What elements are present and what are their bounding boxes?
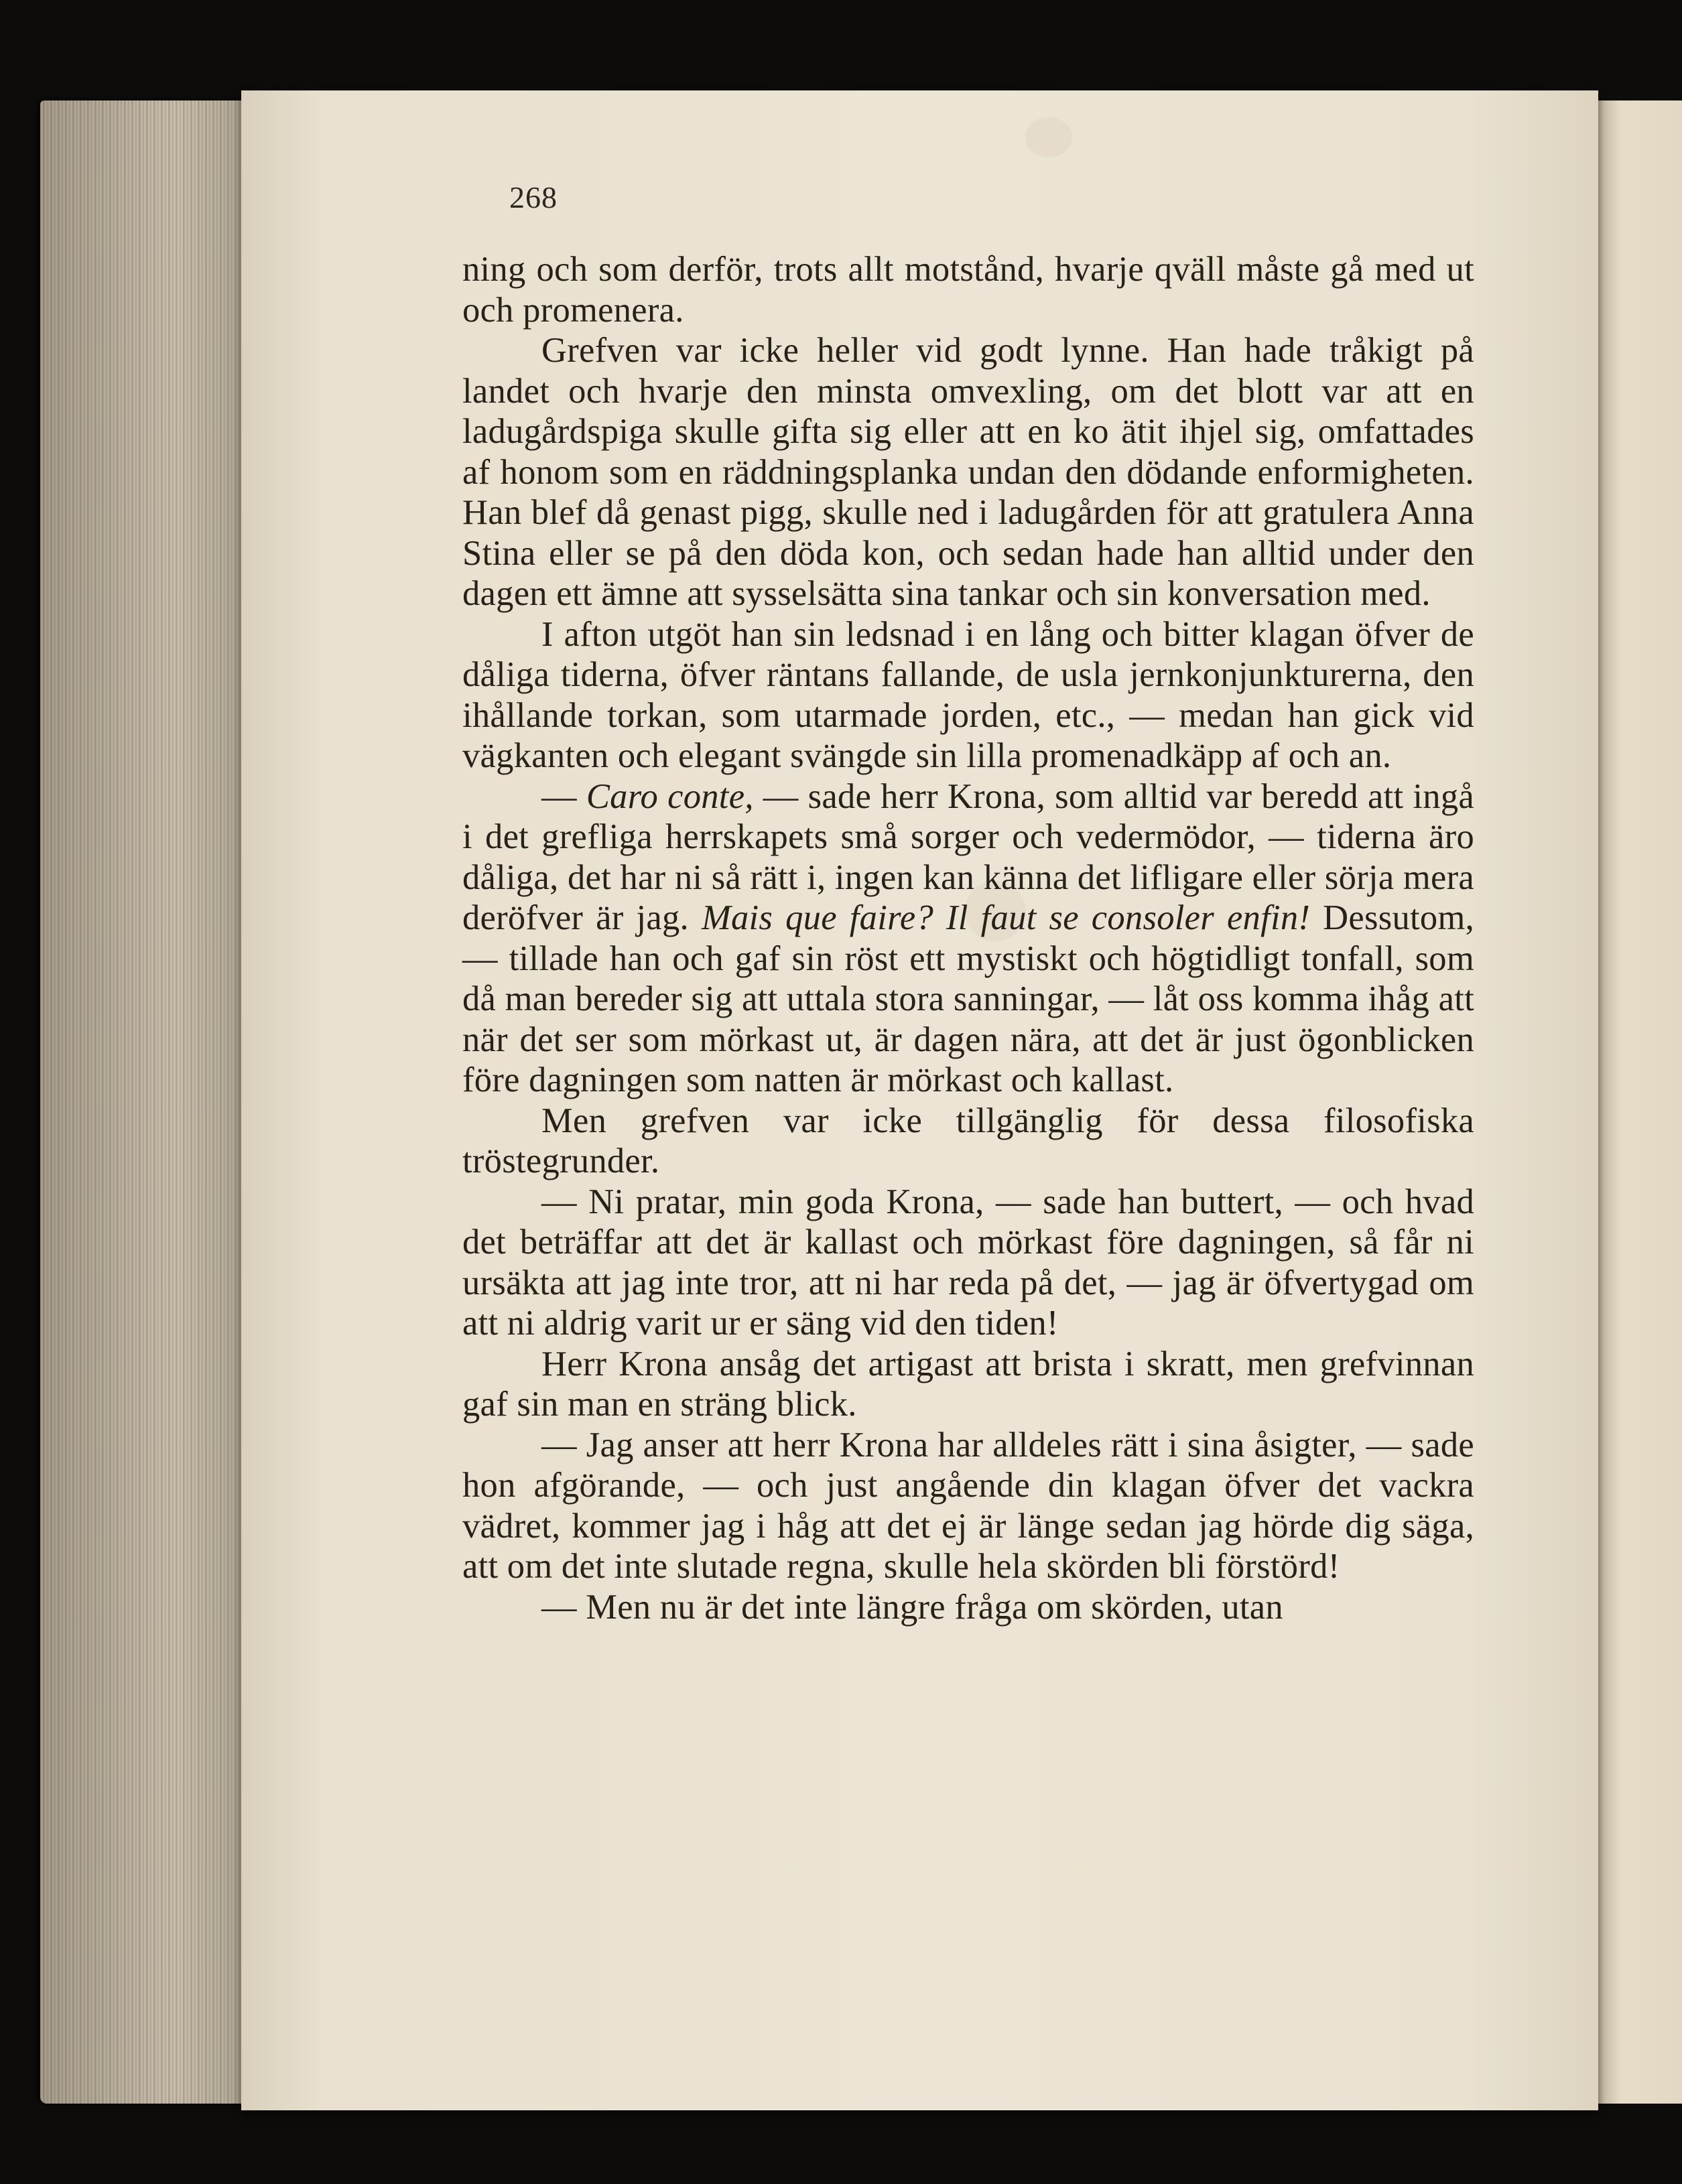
text-segment: — Ni pratar, min goda Krona, — sade han buttert, — och hvad det beträffar att det är kallast och mörkast före dagningen, så får ni ursäkta att jag inte tror, att ni har reda på det, — jag är öfvertygad om att ni aldrig varit ur er säng vid den tiden!: [462, 1182, 1474, 1343]
page-number: 268: [509, 180, 558, 214]
italic-text: Mais que faire? Il faut se consoler enfin!: [701, 898, 1311, 937]
text-segment: Men grefven var icke tillgänglig för dessa filosofiska tröstegrunder.: [462, 1101, 1474, 1180]
text-segment: I afton utgöt han sin ledsnad i en lång och bitter klagan öfver de dåliga tiderna, öfver räntans fallande, de usla jernkonjunkturerna, den ihållande torkan, som utarmade jorden, etc., — medan han gick vid vägkanten och elegant svängde sin lilla promenadkäpp af och an.: [462, 614, 1474, 775]
paragraph: [462, 1182, 1474, 1344]
paper-stain: [1025, 117, 1072, 157]
paragraph: [462, 1101, 1474, 1182]
paragraph: [462, 249, 1474, 330]
paragraph: [462, 776, 1474, 1101]
text-segment: ning och som derför, trots allt motstånd, hvarje qväll måste gå med ut och promenera.: [462, 250, 1474, 330]
paragraph: [462, 1344, 1474, 1425]
facing-page-edge: [1595, 100, 1682, 2104]
text-segment: Grefven var icke heller vid godt lynne. Han hade tråkigt på landet och hvarje den minsta omvexling, om det blott var att en ladugårdspiga skulle gifta sig eller att en ko ätit ihjel sig, omfattades af honom som en räddningsplanka undan den dödande enformigheten. Han blef då genast pigg, skulle ned i ladugården för att gratulera Anna Stina eller se på den döda kon, och sedan hade han alltid under den dagen ett ämne att sysselsätta sina tankar och sin konversation med.: [462, 331, 1474, 613]
text-segment: Dessutom, — tillade han och gaf sin röst ett mystiskt och högtidligt tonfall, som då man bereder sig att uttala stora sanningar, — låt oss komma ihåg att när det ser som mörkast ut, är dagen nära, att det är just ögonblicken före dagningen som natten är mörkast och kallast.: [462, 898, 1475, 1099]
body-text: [462, 249, 1474, 1627]
text-segment: — Jag anser att herr Krona har alldeles rätt i sina åsigter, — sade hon afgörande, — och just angående din klagan öfver det vackra vädret, kommer jag i håg att det ej är länge sedan jag hörde dig säga, att om det inte slutade regna, skulle hela skörden bli förstörd!: [462, 1425, 1474, 1586]
paragraph: [462, 330, 1474, 614]
text-segment: —: [541, 776, 586, 816]
italic-text: Caro conte,: [586, 776, 754, 816]
text-segment: — Men nu är det inte längre fråga om skörden, utan: [541, 1587, 1283, 1627]
paragraph: [462, 1587, 1474, 1628]
paragraph: [462, 1425, 1474, 1587]
text-segment: — sade herr Krona, som alltid var beredd att ingå i det grefliga herrskapets små sorger och vedermödor, — tiderna äro dåliga, det har ni så rätt i, ingen kan känna det lifligare eller sörja mera deröfver är jag.: [462, 776, 1474, 937]
page-edge-shadow: [40, 100, 268, 2104]
paragraph: [462, 614, 1474, 776]
text-segment: Herr Krona ansåg det artigast att brista i skratt, men grefvinnan gaf sin man en sträng blick.: [462, 1344, 1474, 1424]
